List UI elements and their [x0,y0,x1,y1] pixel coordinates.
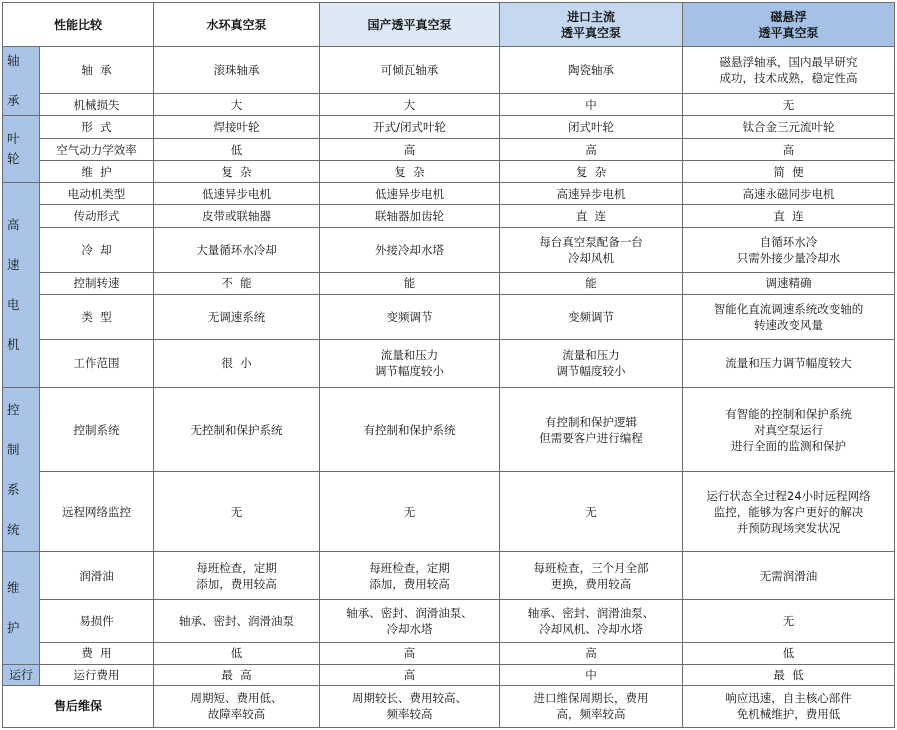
cell-maglev: 高 [683,139,895,161]
row-label: 空气动力学效率 [40,139,154,161]
group-label-operation: 运行 [3,664,40,685]
cell-domestic: 能 [320,272,500,294]
row-label: 润滑油 [40,552,154,600]
cell-imported: 无 [500,472,683,552]
table-row [3,339,895,387]
cell-imported: 流量和压力 调节幅度较小 [500,339,683,387]
cell-imported: 中 [500,664,683,685]
row-label: 电动机类型 [40,183,154,205]
row-label: 易损件 [40,600,154,642]
table-row [3,227,895,272]
cell-water-ring: 很 小 [154,339,320,387]
cell-maglev: 响应迅速，自主核心部件 免机械维护，费用低 [683,685,895,727]
cell-water-ring: 轴承、密封、润滑油泵 [154,600,320,642]
cell-domestic: 高 [320,139,500,161]
cell-water-ring: 滚珠轴承 [154,47,320,94]
cell-domestic: 轴承、密封、润滑油泵、 冷却水塔 [320,600,500,642]
cell-domestic: 有控制和保护系统 [320,387,500,471]
cell-imported: 复 杂 [500,161,683,183]
cell-domestic: 联轴器加齿轮 [320,205,500,227]
cell-imported: 闭式叶轮 [500,116,683,139]
cell-imported: 能 [500,272,683,294]
cell-imported: 轴承、密封、润滑油泵、 冷却风机、冷却水塔 [500,600,683,642]
row-label: 工作范围 [40,339,154,387]
cell-imported: 进口维保周期长，费用 高，频率较高 [500,685,683,727]
group-label-bearing: 轴 承 [3,47,40,116]
table-row [3,205,895,227]
table-row [3,472,895,552]
cell-domestic: 高 [320,642,500,664]
cell-water-ring: 焊接叶轮 [154,116,320,139]
group-label-impeller: 叶 轮 [3,116,40,183]
row-label-after-sales: 售后维保 [3,685,154,727]
cell-maglev: 运行状态全过程24小时远程网络 监控，能够为客户更好的解决 并预防现场突发状况 [683,472,895,552]
cell-domestic: 外接冷却水塔 [320,227,500,272]
cell-imported: 高 [500,642,683,664]
table-row [3,161,895,183]
cell-domestic: 每班检查，定期 添加，费用较高 [320,552,500,600]
header-imported-turbo-pump: 进口主流 透平真空泵 [500,3,683,47]
cell-water-ring: 低速异步电机 [154,183,320,205]
cell-domestic: 可倾瓦轴承 [320,47,500,94]
cell-maglev: 无需润滑油 [683,552,895,600]
cell-domestic: 周期较长、费用较高、 频率较高 [320,685,500,727]
cell-water-ring: 不 能 [154,272,320,294]
header-row [3,3,895,47]
group-label-control: 控 制 系 统 [3,387,40,551]
cell-maglev: 低 [683,642,895,664]
table-row [3,272,895,294]
table-row [3,600,895,642]
table-row [3,94,895,116]
cell-water-ring: 周期短、费用低、 故障率较高 [154,685,320,727]
cell-water-ring: 最 高 [154,664,320,685]
cell-domestic: 复 杂 [320,161,500,183]
cell-maglev: 最 低 [683,664,895,685]
cell-water-ring: 每班检查，定期 添加，费用较高 [154,552,320,600]
cell-water-ring: 皮带或联轴器 [154,205,320,227]
cell-maglev: 钛合金三元流叶轮 [683,116,895,139]
cell-maglev: 简 便 [683,161,895,183]
cell-water-ring: 低 [154,139,320,161]
header-feature: 性能比较 [3,3,154,47]
row-label: 维 护 [40,161,154,183]
cell-maglev: 流量和压力调节幅度较大 [683,339,895,387]
cell-imported: 每班检查，三个月全部 更换，费用较高 [500,552,683,600]
table-row [3,552,895,600]
header-water-ring-pump: 水环真空泵 [154,3,320,47]
header-maglev-turbo-pump: 磁悬浮 透平真空泵 [683,3,895,47]
cell-imported: 高 [500,139,683,161]
cell-imported: 中 [500,94,683,116]
cell-maglev: 无 [683,600,895,642]
table-row [3,183,895,205]
cell-water-ring: 大量循环水冷却 [154,227,320,272]
cell-water-ring: 低 [154,642,320,664]
cell-water-ring: 大 [154,94,320,116]
row-label: 类 型 [40,294,154,339]
cell-water-ring: 无调速系统 [154,294,320,339]
row-label: 传动形式 [40,205,154,227]
cell-maglev: 磁悬浮轴承，国内最早研究 成功，技术成熟，稳定性高 [683,47,895,94]
table-row [3,664,895,685]
cell-maglev: 有智能的控制和保护系统 对真空泵运行 进行全面的监测和保护 [683,387,895,471]
footer-row [3,685,895,727]
row-label: 轴 承 [40,47,154,94]
row-label: 机械损失 [40,94,154,116]
cell-domestic: 变频调节 [320,294,500,339]
group-label-motor: 高 速 电 机 [3,183,40,387]
row-label: 形 式 [40,116,154,139]
table-row [3,139,895,161]
cell-domestic: 大 [320,94,500,116]
cell-domestic: 开式/闭式叶轮 [320,116,500,139]
row-label: 费 用 [40,642,154,664]
cell-imported: 变频调节 [500,294,683,339]
table-row [3,294,895,339]
cell-domestic: 流量和压力 调节幅度较小 [320,339,500,387]
row-label: 控制转速 [40,272,154,294]
cell-imported: 每台真空泵配备一台 冷却风机 [500,227,683,272]
comparison-table [2,2,895,728]
cell-water-ring: 无 [154,472,320,552]
cell-domestic: 无 [320,472,500,552]
cell-maglev: 智能化直流调速系统改变轴的 转速改变风量 [683,294,895,339]
cell-maglev: 调速精确 [683,272,895,294]
table-row [3,116,895,139]
cell-water-ring: 复 杂 [154,161,320,183]
row-label: 远程网络监控 [40,472,154,552]
row-label: 控制系统 [40,387,154,471]
cell-imported: 直 连 [500,205,683,227]
row-label: 冷 却 [40,227,154,272]
cell-maglev: 直 连 [683,205,895,227]
cell-imported: 有控制和保护逻辑 但需要客户进行编程 [500,387,683,471]
cell-domestic: 高 [320,664,500,685]
row-label: 运行费用 [40,664,154,685]
table-row [3,47,895,94]
header-domestic-turbo-pump: 国产透平真空泵 [320,3,500,47]
group-label-maintenance: 维 护 [3,552,40,664]
cell-imported: 陶瓷轴承 [500,47,683,94]
cell-imported: 高速异步电机 [500,183,683,205]
cell-maglev: 高速永磁同步电机 [683,183,895,205]
cell-domestic: 低速异步电机 [320,183,500,205]
cell-maglev: 无 [683,94,895,116]
table-row [3,642,895,664]
cell-maglev: 自循环水冷 只需外接少量冷却水 [683,227,895,272]
cell-water-ring: 无控制和保护系统 [154,387,320,471]
table-row [3,387,895,471]
